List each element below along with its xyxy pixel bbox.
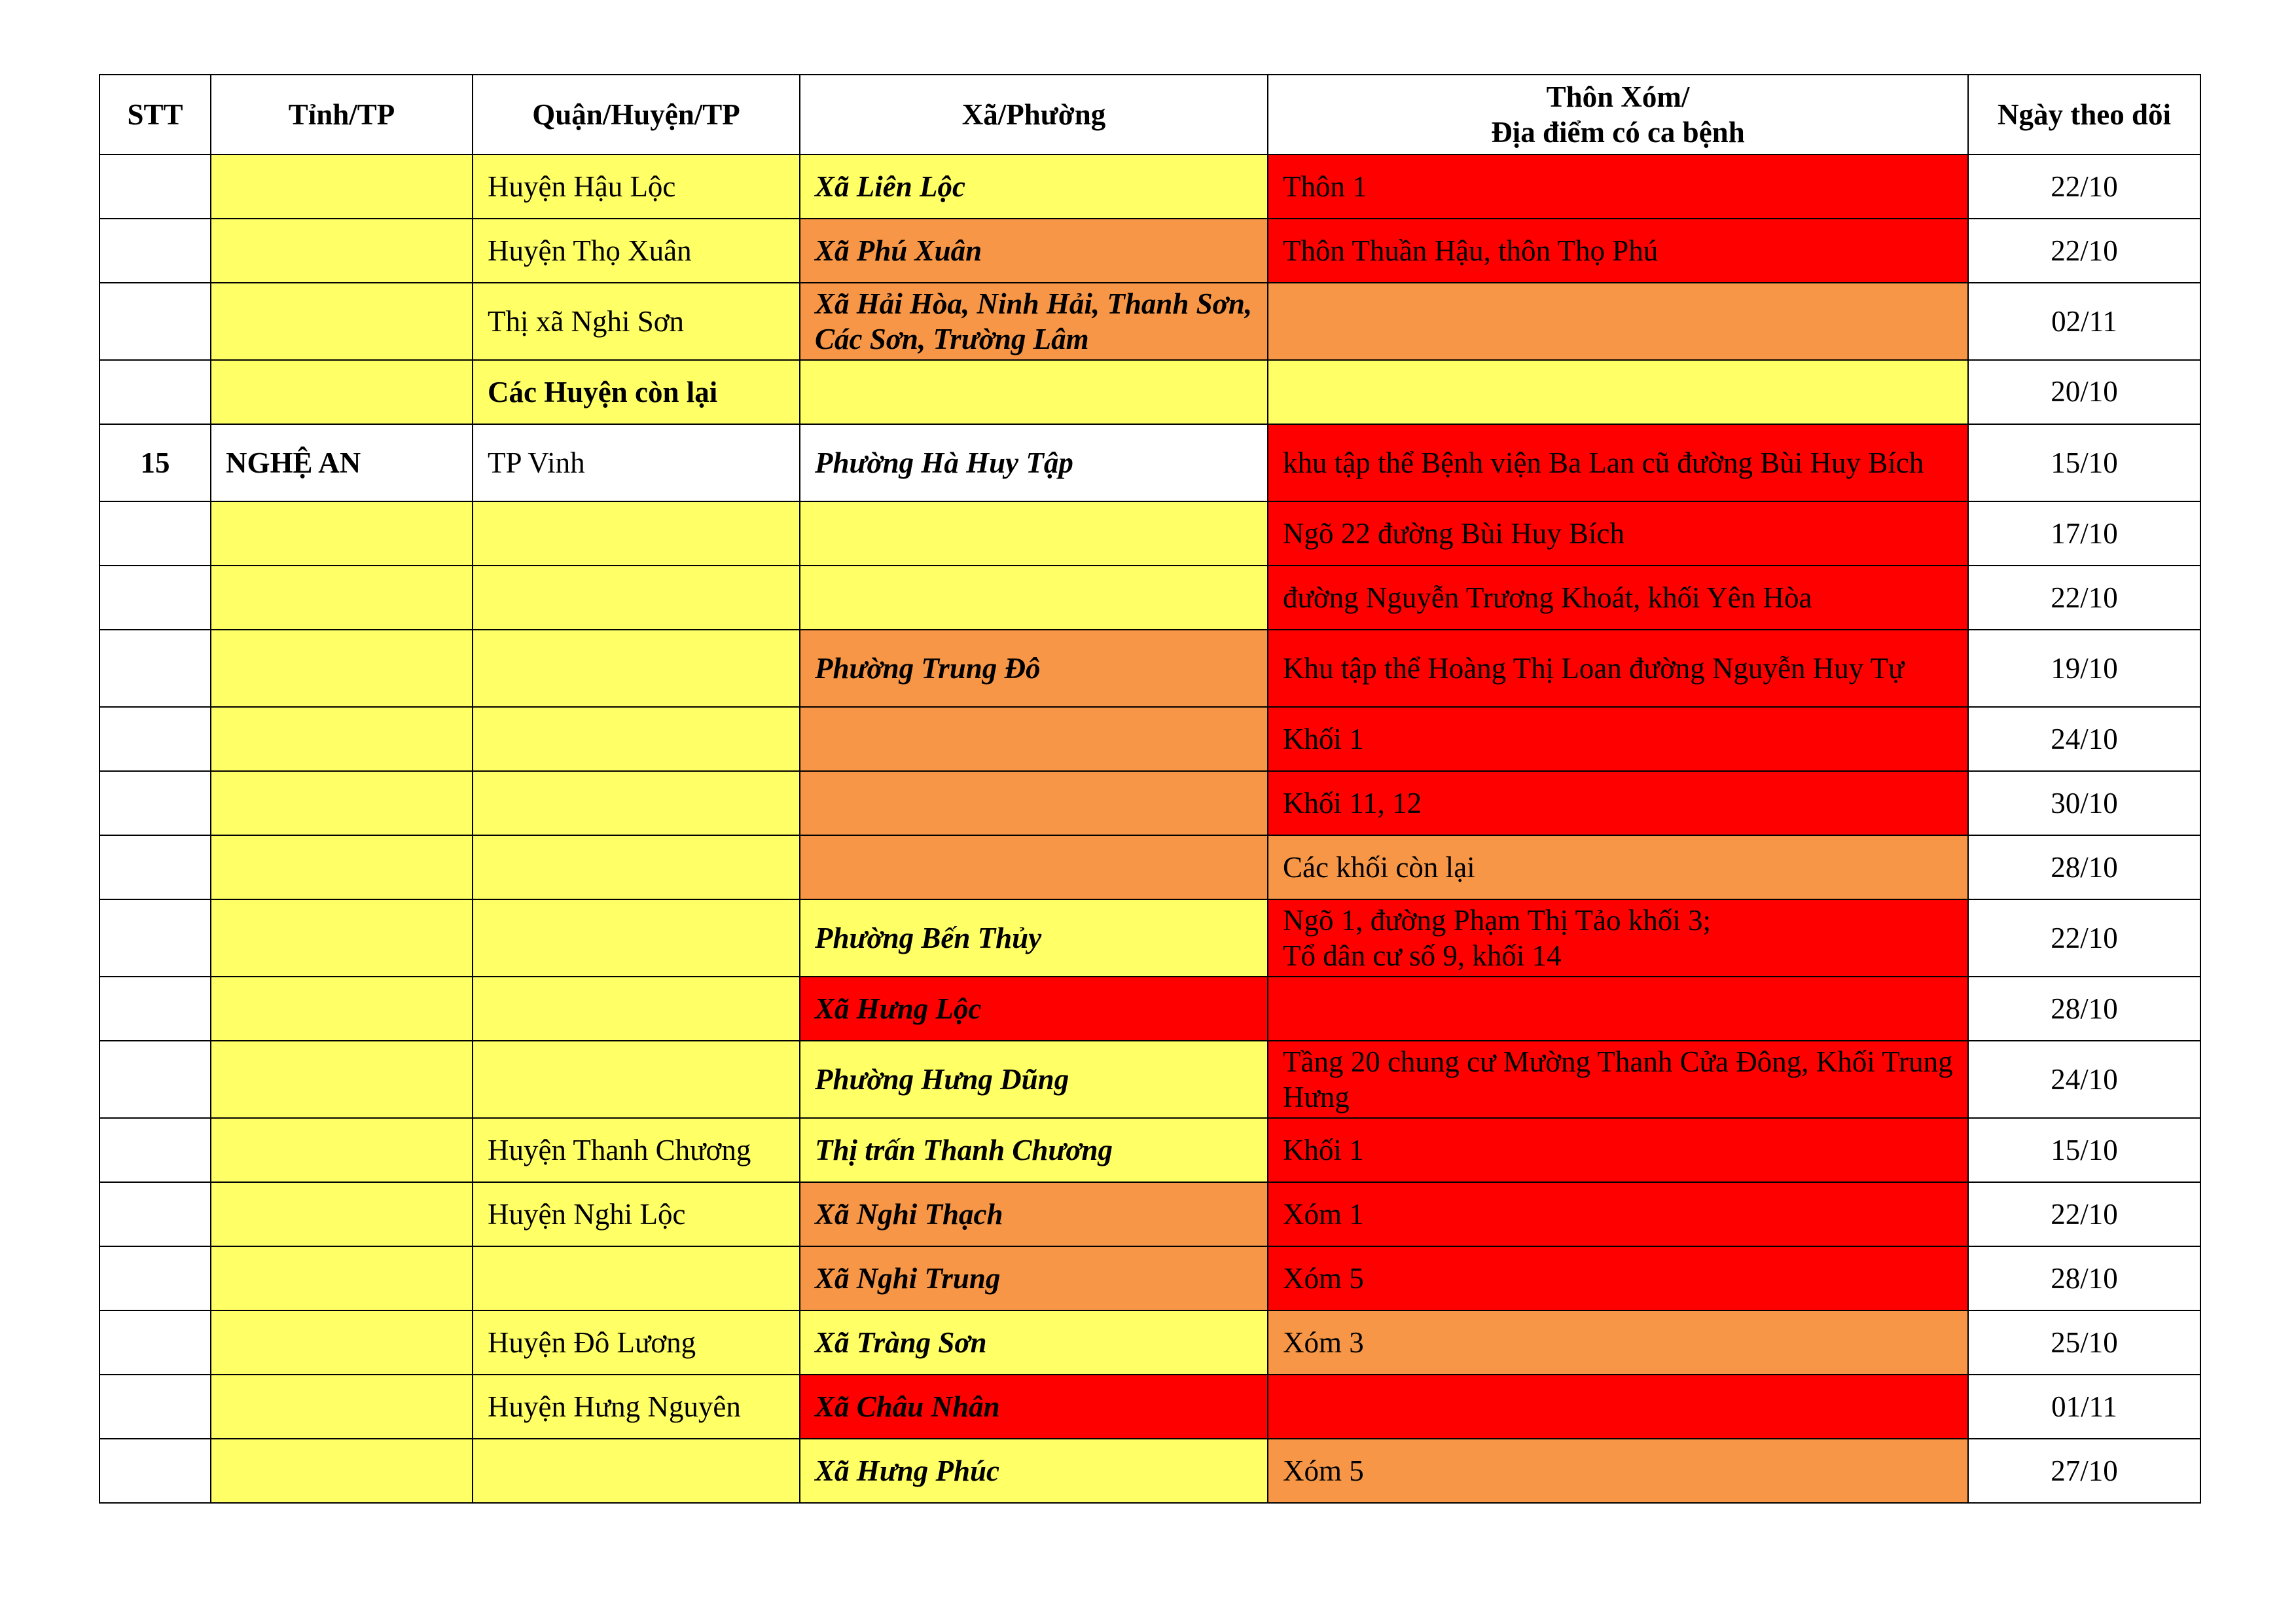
- cell-ward: Phường Hà Huy Tập: [800, 424, 1268, 501]
- cell-district: [473, 1041, 800, 1118]
- table-row: [99, 501, 2200, 566]
- cell-date: 01/11: [1968, 1375, 2200, 1439]
- cell-province: [211, 1182, 473, 1246]
- table-row: [99, 1310, 2200, 1375]
- cell-ward: Phường Hưng Dũng: [800, 1041, 1268, 1118]
- cell-ward: Xã Phú Xuân: [800, 219, 1268, 283]
- cell-stt: [99, 219, 211, 283]
- table-row: [99, 1439, 2200, 1503]
- cell-stt: [99, 899, 211, 977]
- cell-ward: [800, 707, 1268, 771]
- cell-date: 22/10: [1968, 899, 2200, 977]
- cell-date: 15/10: [1968, 424, 2200, 501]
- cell-district: [473, 1246, 800, 1310]
- cell-province: [211, 977, 473, 1041]
- cell-ward: Phường Trung Đô: [800, 630, 1268, 707]
- cell-district: [473, 977, 800, 1041]
- cell-stt: [99, 977, 211, 1041]
- cell-location: Xóm 3: [1268, 1310, 1968, 1375]
- cell-stt: [99, 1041, 211, 1118]
- cell-date: 22/10: [1968, 219, 2200, 283]
- cell-province: [211, 1375, 473, 1439]
- cell-location: Xóm 1: [1268, 1182, 1968, 1246]
- cell-location: đường Nguyễn Trương Khoát, khối Yên Hòa: [1268, 566, 1968, 630]
- cell-province: [211, 899, 473, 977]
- cell-location: Tầng 20 chung cư Mường Thanh Cửa Đông, Khối Trung Hưng: [1268, 1041, 1968, 1118]
- cell-location: Ngõ 22 đường Bùi Huy Bích: [1268, 501, 1968, 566]
- cell-district: [473, 899, 800, 977]
- cell-province: [211, 1310, 473, 1375]
- cell-date: 24/10: [1968, 707, 2200, 771]
- cell-location: [1268, 1375, 1968, 1439]
- cell-ward: Xã Hải Hòa, Ninh Hải, Thanh Sơn, Các Sơn, Trường Lâm: [800, 283, 1268, 360]
- cell-ward: Xã Hưng Phúc: [800, 1439, 1268, 1503]
- table-row: [99, 630, 2200, 707]
- cell-province: NGHỆ AN: [211, 424, 473, 501]
- cell-date: 28/10: [1968, 1246, 2200, 1310]
- cell-stt: [99, 771, 211, 835]
- cell-date: 27/10: [1968, 1439, 2200, 1503]
- cell-location: Thôn 1: [1268, 154, 1968, 219]
- cell-date: 22/10: [1968, 154, 2200, 219]
- cell-district: Các Huyện còn lại: [473, 360, 800, 424]
- cell-date: 20/10: [1968, 360, 2200, 424]
- table-row: [99, 771, 2200, 835]
- header-date: Ngày theo dõi: [1968, 75, 2200, 154]
- table-row: [99, 566, 2200, 630]
- cell-date: 25/10: [1968, 1310, 2200, 1375]
- cell-stt: [99, 1439, 211, 1503]
- cell-province: [211, 566, 473, 630]
- cell-province: [211, 360, 473, 424]
- cell-ward: [800, 501, 1268, 566]
- cell-stt: 15: [99, 424, 211, 501]
- header-district: Quận/Huyện/TP: [473, 75, 800, 154]
- cell-province: [211, 707, 473, 771]
- header-location: [1268, 75, 1968, 154]
- header-location-line2: Địa điểm có ca bệnh: [1491, 116, 1745, 149]
- cell-stt: [99, 707, 211, 771]
- cell-location: Khu tập thể Hoàng Thị Loan đường Nguyễn Huy Tự: [1268, 630, 1968, 707]
- cell-district: Huyện Thọ Xuân: [473, 219, 800, 283]
- cell-stt: [99, 630, 211, 707]
- cell-stt: [99, 1246, 211, 1310]
- table-row: [99, 424, 2200, 501]
- cell-location: Thôn Thuần Hậu, thôn Thọ Phú: [1268, 219, 1968, 283]
- table-row: [99, 1182, 2200, 1246]
- outbreak-table: [99, 74, 2201, 1504]
- cell-stt: [99, 566, 211, 630]
- cell-ward: Phường Bến Thủy: [800, 899, 1268, 977]
- cell-ward: Xã Nghi Thạch: [800, 1182, 1268, 1246]
- cell-district: Huyện Hưng Nguyên: [473, 1375, 800, 1439]
- cell-date: 24/10: [1968, 1041, 2200, 1118]
- cell-date: 30/10: [1968, 771, 2200, 835]
- cell-ward: Xã Liên Lộc: [800, 154, 1268, 219]
- cell-date: 22/10: [1968, 566, 2200, 630]
- cell-district: Huyện Đô Lương: [473, 1310, 800, 1375]
- cell-province: [211, 1118, 473, 1182]
- cell-stt: [99, 360, 211, 424]
- cell-province: [211, 835, 473, 899]
- cell-location: Xóm 5: [1268, 1246, 1968, 1310]
- cell-province: [211, 630, 473, 707]
- cell-stt: [99, 154, 211, 219]
- cell-location-line1: Ngõ 1, đường Phạm Thị Tảo khối 3;: [1283, 904, 1712, 937]
- cell-ward: Xã Nghi Trung: [800, 1246, 1268, 1310]
- header-row: [99, 75, 2200, 154]
- cell-province: [211, 501, 473, 566]
- cell-district: Huyện Hậu Lộc: [473, 154, 800, 219]
- cell-district: [473, 707, 800, 771]
- cell-date: 28/10: [1968, 977, 2200, 1041]
- cell-stt: [99, 501, 211, 566]
- cell-province: [211, 1041, 473, 1118]
- cell-stt: [99, 1182, 211, 1246]
- cell-location: khu tập thể Bệnh viện Ba Lan cũ đường Bùi Huy Bích: [1268, 424, 1968, 501]
- cell-location: Khối 11, 12: [1268, 771, 1968, 835]
- cell-date: 02/11: [1968, 283, 2200, 360]
- cell-date: 17/10: [1968, 501, 2200, 566]
- table-row: [99, 1118, 2200, 1182]
- table-row: [99, 899, 2200, 977]
- cell-location: Xóm 5: [1268, 1439, 1968, 1503]
- cell-province: [211, 1439, 473, 1503]
- cell-district: Huyện Thanh Chương: [473, 1118, 800, 1182]
- cell-stt: [99, 1375, 211, 1439]
- cell-ward: [800, 835, 1268, 899]
- table-row: [99, 835, 2200, 899]
- header-province: Tỉnh/TP: [211, 75, 473, 154]
- cell-location: Khối 1: [1268, 707, 1968, 771]
- cell-district: [473, 771, 800, 835]
- header-stt: STT: [99, 75, 211, 154]
- cell-stt: [99, 1310, 211, 1375]
- cell-stt: [99, 1118, 211, 1182]
- cell-ward: [800, 566, 1268, 630]
- cell-province: [211, 219, 473, 283]
- table-row: [99, 977, 2200, 1041]
- cell-location: Các khối còn lại: [1268, 835, 1968, 899]
- cell-province: [211, 1246, 473, 1310]
- cell-location: [1268, 360, 1968, 424]
- table-row: [99, 707, 2200, 771]
- cell-district: Huyện Nghi Lộc: [473, 1182, 800, 1246]
- table-row: [99, 1246, 2200, 1310]
- cell-district: [473, 630, 800, 707]
- cell-district: [473, 566, 800, 630]
- cell-district: TP Vinh: [473, 424, 800, 501]
- cell-ward: [800, 771, 1268, 835]
- cell-stt: [99, 835, 211, 899]
- cell-location-line2: Tổ dân cư số 9, khối 14: [1283, 939, 1562, 972]
- cell-district: [473, 1439, 800, 1503]
- table-row: [99, 154, 2200, 219]
- cell-province: [211, 154, 473, 219]
- cell-ward: Thị trấn Thanh Chương: [800, 1118, 1268, 1182]
- cell-date: 22/10: [1968, 1182, 2200, 1246]
- cell-ward: Xã Châu Nhân: [800, 1375, 1268, 1439]
- cell-location: Khối 1: [1268, 1118, 1968, 1182]
- cell-location: [1268, 283, 1968, 360]
- cell-province: [211, 283, 473, 360]
- header-location-line1: Thôn Xóm/: [1546, 81, 1690, 113]
- cell-location: [1268, 977, 1968, 1041]
- table-row: [99, 219, 2200, 283]
- cell-date: 19/10: [1968, 630, 2200, 707]
- table-row: [99, 360, 2200, 424]
- table-row: [99, 1041, 2200, 1118]
- cell-ward: Xã Hưng Lộc: [800, 977, 1268, 1041]
- cell-ward: Xã Tràng Sơn: [800, 1310, 1268, 1375]
- cell-ward: [800, 360, 1268, 424]
- cell-district: [473, 501, 800, 566]
- cell-stt: [99, 283, 211, 360]
- table-row: [99, 283, 2200, 360]
- table-row: [99, 1375, 2200, 1439]
- header-ward: Xã/Phường: [800, 75, 1268, 154]
- cell-district: Thị xã Nghi Sơn: [473, 283, 800, 360]
- cell-province: [211, 771, 473, 835]
- cell-district: [473, 835, 800, 899]
- cell-date: 15/10: [1968, 1118, 2200, 1182]
- cell-date: 28/10: [1968, 835, 2200, 899]
- cell-location: [1268, 899, 1968, 977]
